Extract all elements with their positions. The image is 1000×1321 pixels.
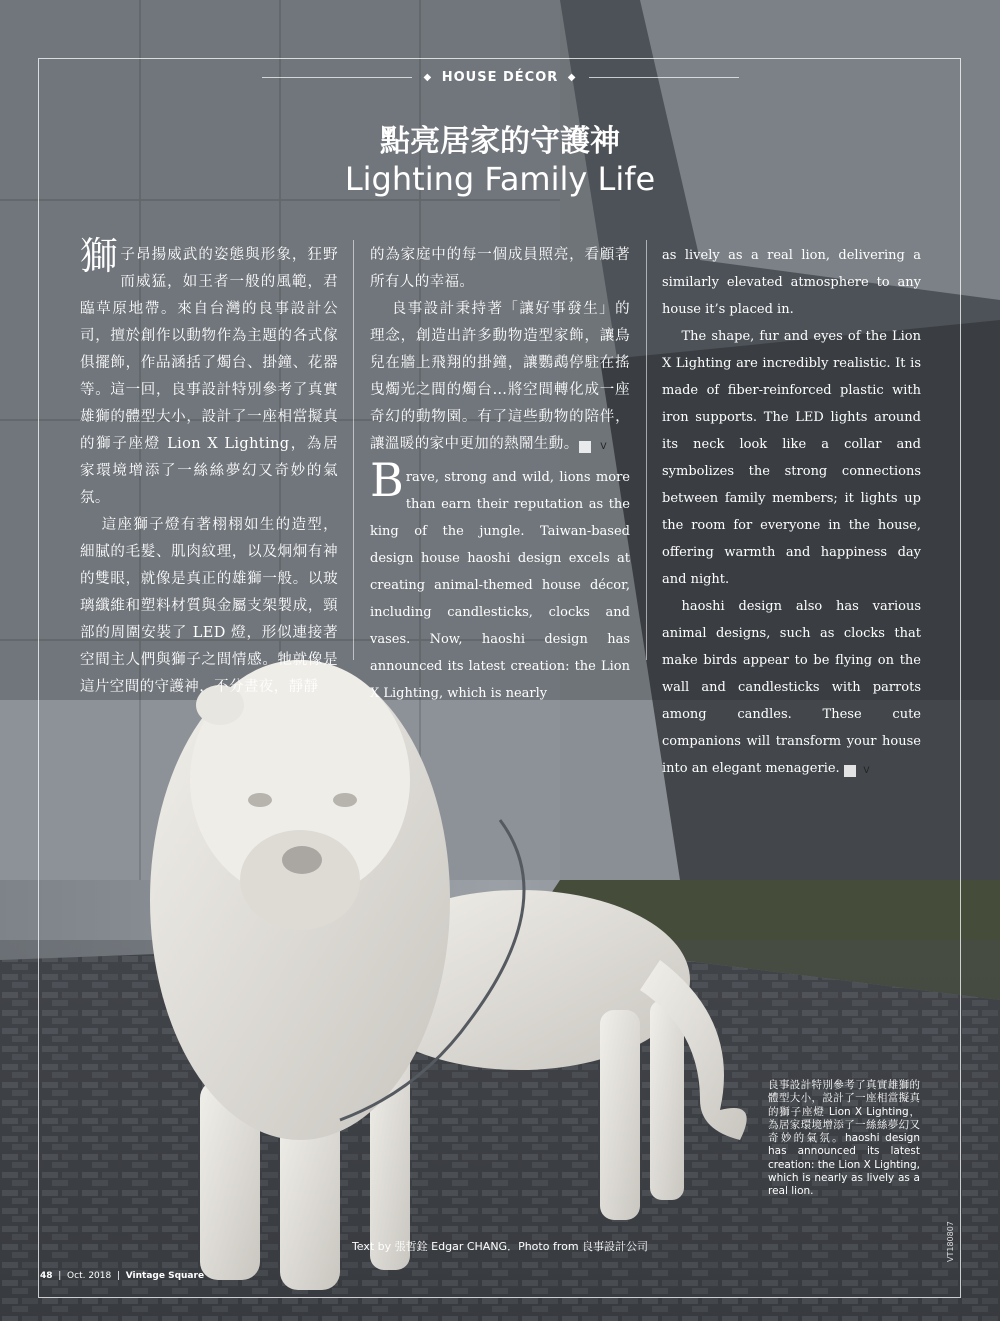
- page-folio: [40, 1271, 204, 1281]
- rule-right: [589, 77, 739, 78]
- magazine-name: Vintage Square: [125, 1271, 205, 1281]
- issue-date: Oct. 2018: [67, 1271, 112, 1281]
- en-paragraph-2: The shape, fur and eyes of the Lion X Lighting are incredibly realistic. It is made of fiber-reinforced plastic with iron supports. The LED lights around its neck look like a collar and symbolizes the strong connections between family members; it lights up the room for everyone in the house, offering warmth and happiness day and night.: [662, 329, 921, 587]
- zh-p1-text: 子昂揚威武的姿態與形象，狂野而威猛，如王者一般的風範，君臨草原地帶。來自台灣的良事設計公司，擅於創作以動物作為主題的各式傢俱擺飾，作品涵括了燭台、掛鐘、花器等。這一回，良事設計特別參考了真實雄獅的體型大小，設計了一座相當擬真的獅子座燈 Lion X Lighting，為居家環境增添了一絲絲夢幻又奇妙的氣氛。: [80, 247, 338, 506]
- en-paragraph-1-cont: as lively as a real lion, delivering a similarly elevated atmosphere to any house it’s placed in.: [662, 248, 921, 317]
- zh-paragraph-3: [370, 296, 630, 458]
- credit-line: Text by 張哲銓 Edgar CHANG．Photo from 良事設計公司: [351, 1240, 649, 1253]
- section-label: HOUSE DÉCOR: [441, 70, 559, 85]
- page-number: 48: [40, 1271, 53, 1281]
- en-paragraph-1: [370, 453, 630, 707]
- zh-paragraph-2-cont: 的為家庭中的每一個成員照亮，看顧著所有人的幸福。: [370, 247, 630, 290]
- photo-caption: 良事設計特別參考了真實雄獅的體型大小，設計了一座相當擬真的獅子座燈 Lion X Lighting，為居家環境增添了一絲絲夢幻又奇妙的氣氛。haoshi design has announced its latest creation: the Lion X Lighting, which is nearly as lively as a real lion.: [768, 1079, 920, 1198]
- zh-paragraph-1: [80, 234, 338, 512]
- diamond-icon: ◆: [567, 72, 577, 83]
- zh-p3-text: 良事設計秉持著「讓好事發生」的理念，創造出許多動物造型家飾，讓鳥兒在牆上飛翔的掛鐘，讓鸚鵡停駐在搖曳燭光之間的燭台…將空間轉化成一座奇幻的動物園。有了這些動物的陪伴，讓溫暖的家中更加的熱鬧生動。: [370, 301, 630, 452]
- diamond-icon: ◆: [423, 72, 433, 83]
- column-divider: [646, 240, 647, 660]
- end-mark-icon: V: [579, 441, 591, 453]
- en-paragraph-3: [662, 593, 921, 782]
- folio-sep: |: [114, 1271, 123, 1281]
- title-chinese: 點亮居家的守護神: [380, 124, 620, 159]
- section-header: [0, 70, 1000, 85]
- column-divider: [353, 240, 354, 660]
- column-3: [662, 242, 921, 782]
- en-p1-text: rave, strong and wild, lions more than earn their reputation as the king of the jungle. Taiwan-based design house haoshi design excels at creating animal-themed house décor, including candlesticks, clocks and vases. Now, haoshi design has announced its latest creation: the Lion X Lighting, which is nearly: [370, 470, 630, 701]
- folio-sep: |: [55, 1271, 65, 1281]
- end-mark-icon: V: [844, 765, 856, 777]
- rule-left: [262, 77, 412, 78]
- title-english: Lighting Family Life: [344, 160, 656, 198]
- column-1: [80, 234, 338, 701]
- dropcap-en: B: [370, 453, 404, 507]
- column-2: [370, 242, 630, 707]
- zh-paragraph-2: 這座獅子燈有著栩栩如生的造型，細膩的毛髮、肌肉紋理，以及炯炯有神的雙眼，就像是真正的雄獅一般。以玻璃纖維和塑料材質與金屬支架製成，頸部的周圍安裝了 LED 燈，形似連接著空間主人們與獅子之間情感。牠就像是這片空間的守護神，不分晝夜，靜靜: [80, 517, 338, 695]
- dropcap-zh: 獅: [80, 234, 119, 278]
- article-code: VT180807: [946, 1221, 955, 1262]
- en-p3-text: haoshi design also has various animal designs, such as clocks that make birds appear to be flying on the wall and candlesticks with parrots among candles. These cute companions will transform your house into an elegant menagerie.: [662, 599, 921, 776]
